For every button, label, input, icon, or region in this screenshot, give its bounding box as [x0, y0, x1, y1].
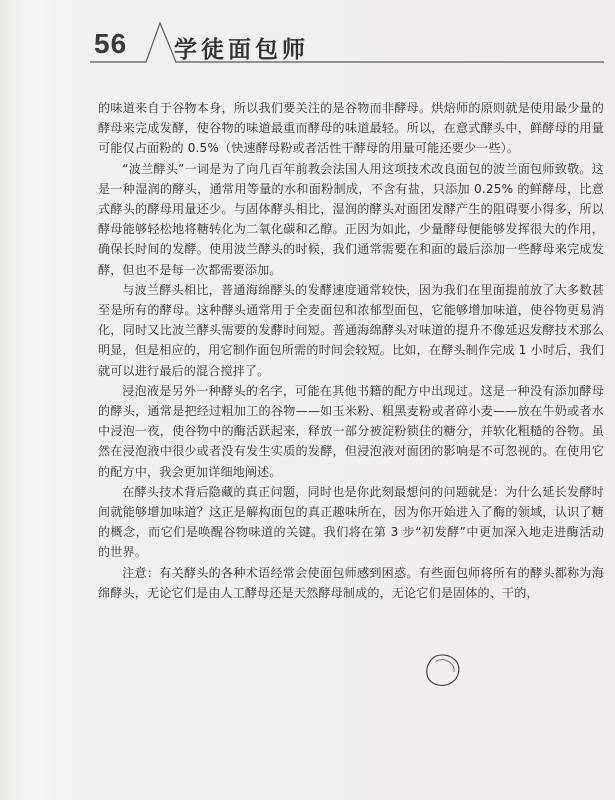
- ink-stamp-mark: [421, 651, 465, 689]
- page-number: 56: [94, 28, 128, 59]
- paragraph-1: 的味道来自于谷物本身，所以我们要关注的是谷物而非酵母。烘焙师的原则就是使用最少量的酵母来完成发酵，使谷物的味道最重而酵母的味道最轻。所以，在意式酵头中，鲜酵母的用量可能仅占面粉的 0.5%（快速酵母粉或者活性干酵母的用量可能还要少一些）。: [98, 101, 604, 156]
- page-header: [0, 0, 615, 86]
- paragraph-4: 浸泡液是另外一种酵头的名字，可能在其他书籍的配方中出现过。这是一种没有添加酵母的酵头，通常是把经过粗加工的谷物——如玉米粉、粗黑麦粉或者碎小麦——放在牛奶或者水中浸泡一夜，使谷物中的酶活跃起来，释放一部分被淀粉锁住的糖分，并软化粗糙的谷物。虽然在浸泡液中很少或者没有发生实质的发酵，但浸泡液对面团的影响是不可忽视的。在使用它的配方中，我会更加详细地阐述。: [98, 383, 604, 479]
- paragraph-3: 与波兰酵头相比，普通海绵酵头的发酵速度通常较快，因为我们在里面提前放了大多数甚至是所有的酵母。这种酵头通常用于全麦面包和浓郁型面包，它能够增加味道，使谷物更易消化，同时又比波兰酵头需要的发酵时间短。普通海绵酵头对味道的提升不像延迟发酵技术那么明显，但是相应的，用它制作面包所需的时间会较短。比如，在酵头制作完成 1 小时后，我们就可以进行最后的混合搅拌了。: [98, 282, 604, 378]
- main-text: [98, 98, 604, 603]
- paragraph-6: 注意：有关酵头的各种术语经常会使面包师感到困惑。有些面包师将所有的酵头都称为海绵酵头，无论它们是由人工酵母还是天然酵母制成的，无论它们是固体的、干的，: [98, 565, 604, 600]
- paragraph-2: “波兰酵头”一词是为了向几百年前教会法国人用这项技术改良面包的波兰面包师致敬。这是一种湿润的酵头，通常用等量的水和面粉制成，不含有盐，只添加 0.25% 的鲜酵母，比意式酵头的酵母用量还少。与固体酵头相比，湿润的酵头对面团发酵产生的阻碍要小得多，所以酵母能够轻松地将糖转化为二氧化碳和乙醇。正因为如此，少量酵母便能够发挥很大的作用，确保长时间的发酵。使用波兰酵头的时候，我们通常需要在和面的最后添加一些酵母来完成发酵，但也不是每一次都需要添加。: [98, 161, 604, 277]
- book-title: 学徒面包师: [174, 37, 309, 63]
- paragraph-5: 在酵头技术背后隐藏的真正问题，同时也是你此刻最想问的问题就是：为什么延长发酵时间就能够增加味道？这正是解构面包的真正趣味所在，因为你开始进入了酶的领域，认识了糖的概念，而它们是唤醒谷物味道的关键。我们将在第 3 步“初发酵”中更加深入地走进酶活动的世界。: [98, 484, 604, 560]
